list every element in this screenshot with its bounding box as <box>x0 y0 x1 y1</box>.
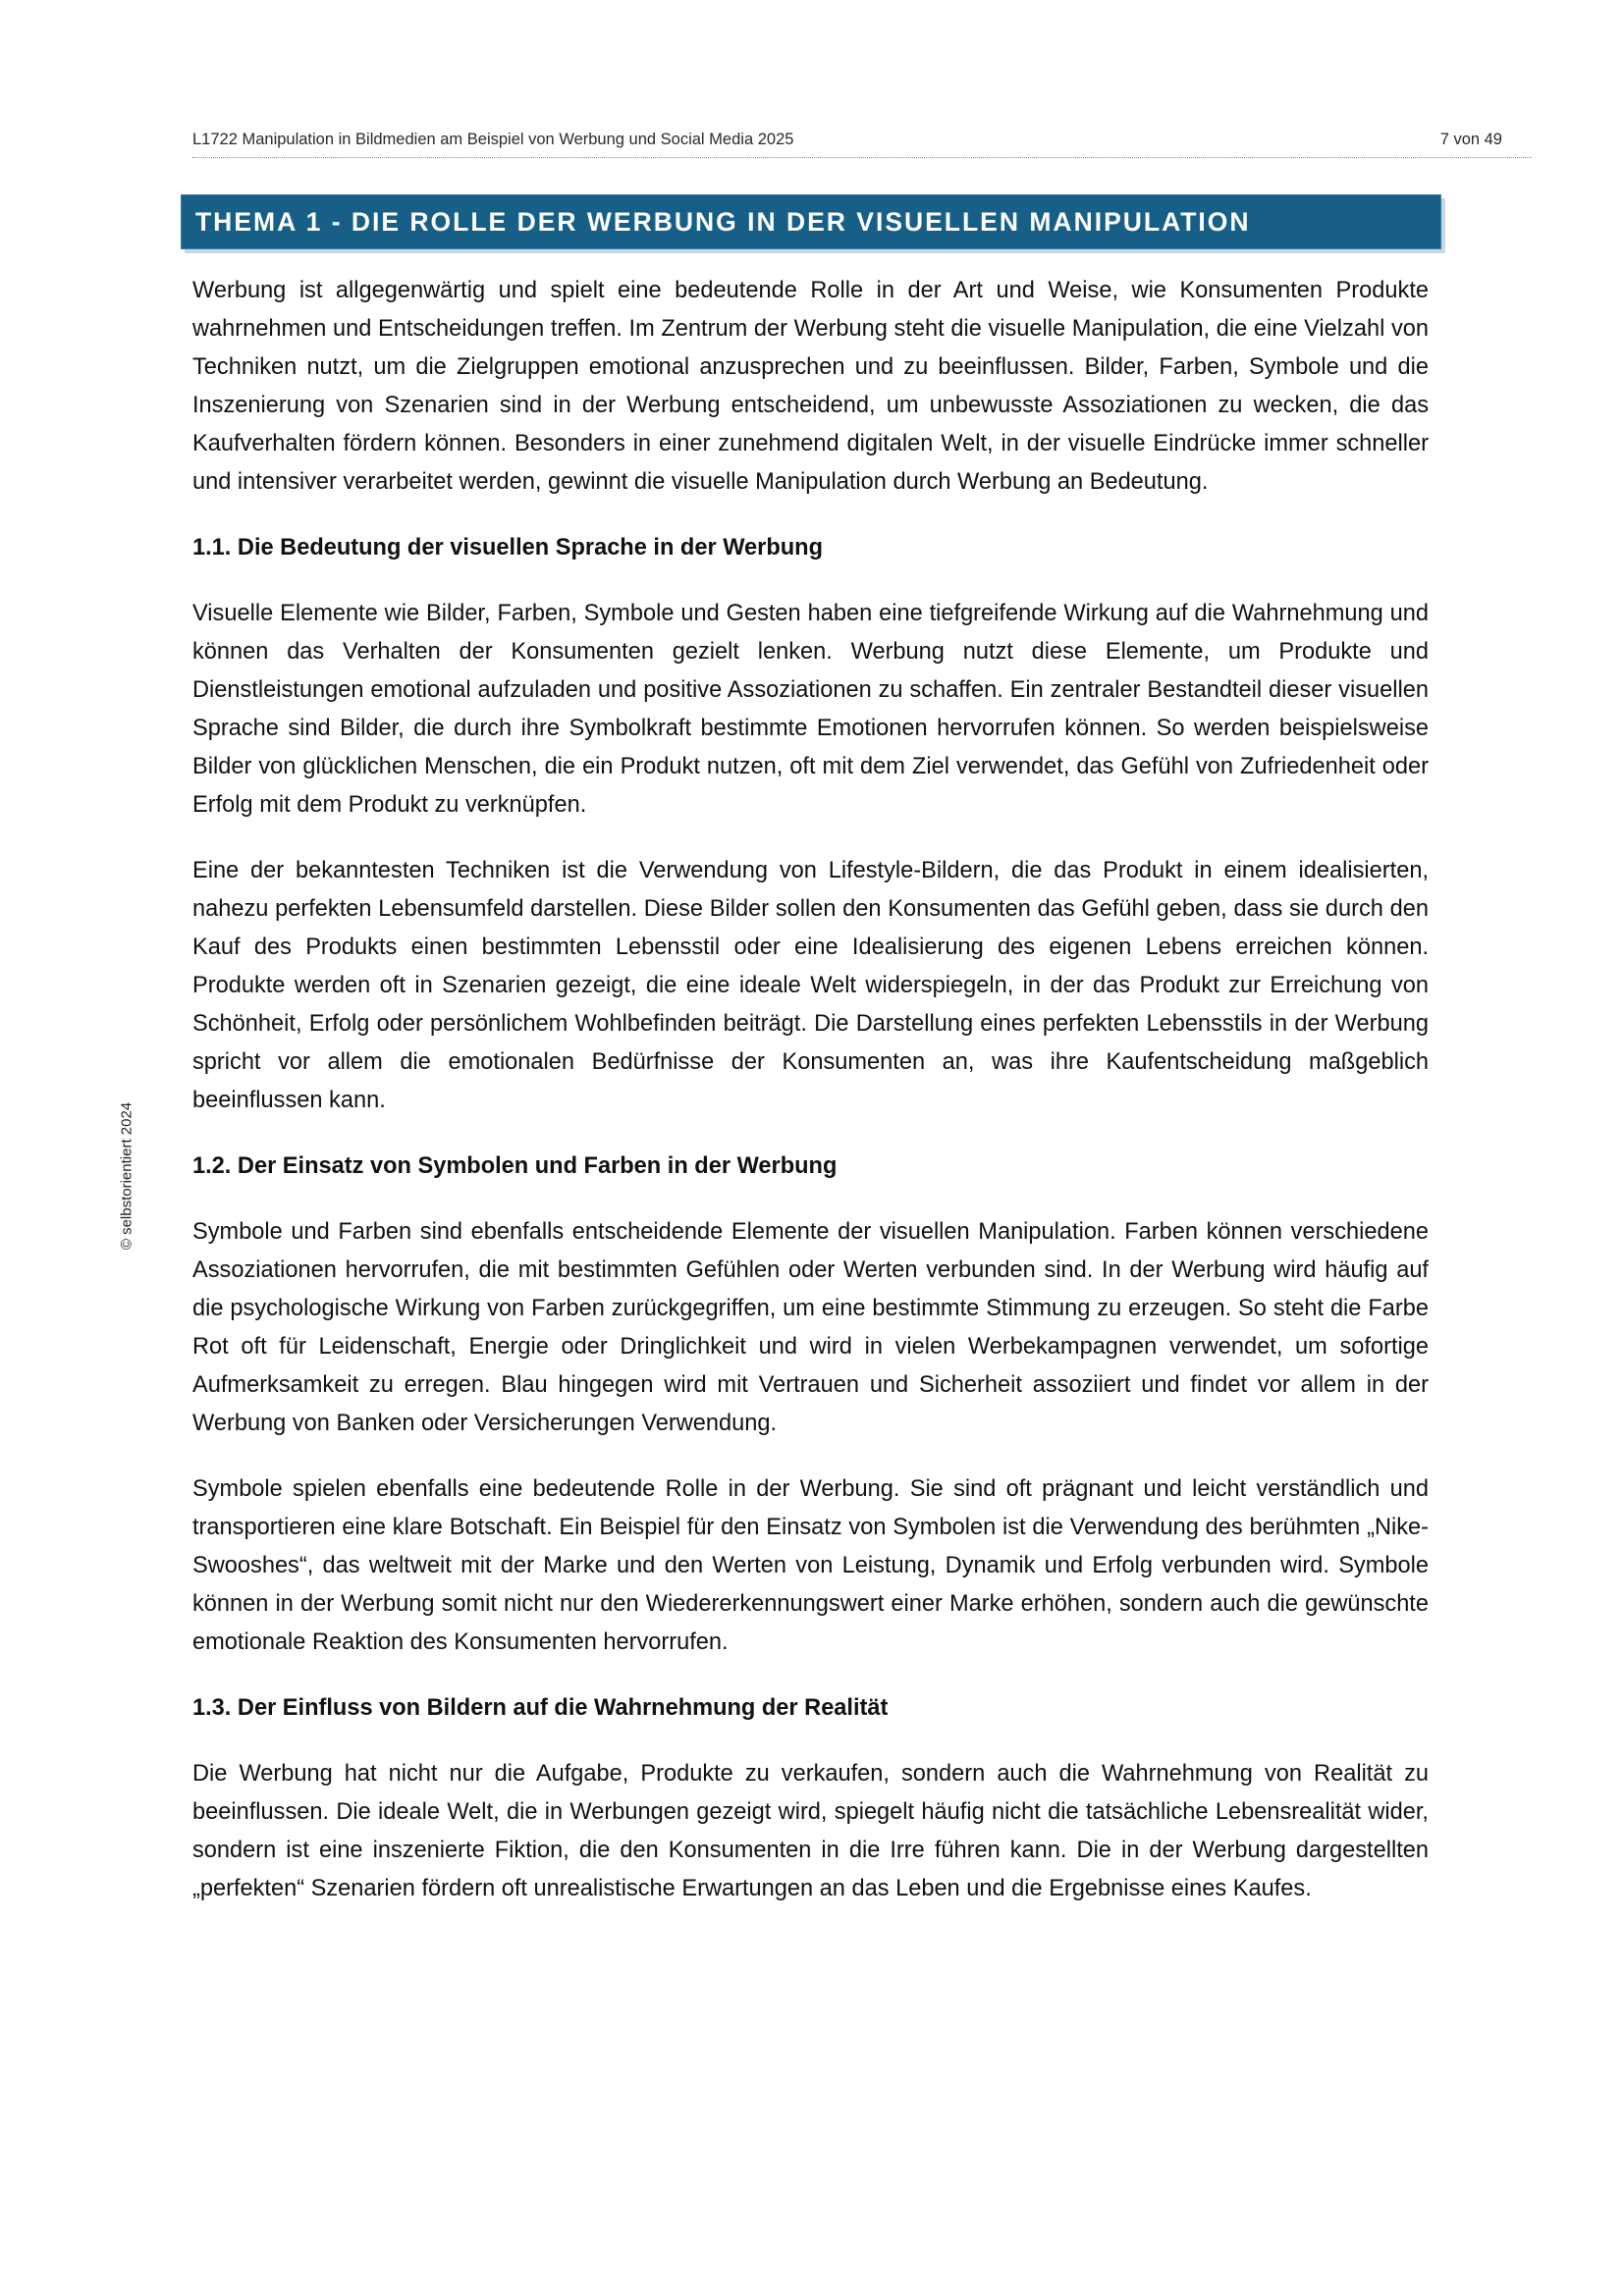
section-1-2-paragraph-2: Symbole spielen ebenfalls eine bedeutende Rolle in der Werbung. Sie sind oft prägnant und leicht verständlich und transportieren eine klare Botschaft. Ein Beispiel für den Einsatz von Symbolen ist die Verwendung des berühmten „Nike-Swooshes“, das weltweit mit der Marke und den Werten von Leistung, Dynamik und Erfolg verbunden wird. Symbole können in der Werbung somit nicht nur den Wiedererkennungswert einer Marke erhöhen, sondern auch die gewünschte emotionale Reaktion des Konsumenten hervorrufen. <box>192 1476 1429 1655</box>
section-1-3-paragraph-1: Die Werbung hat nicht nur die Aufgabe, Produkte zu verkaufen, sondern auch die Wahrnehmung von Realität zu beeinflussen. Die ideale Welt, die in Werbungen gezeigt wird, spiegelt häufig nicht die tatsächliche Lebensrealität wider, sondern ist eine inszenierte Fiktion, die den Konsumenten in die Irre führen kann. Die in der Werbung dargestellten „perfekten“ Szenarien fördern oft unrealistische Erwartungen an das Leben und die Ergebnisse eines Kaufes. <box>192 1761 1429 1901</box>
section-heading-1-3: 1.3. Der Einfluss von Bildern auf die Wahrnehmung der Realität <box>192 1695 889 1721</box>
theme-title-banner <box>181 194 1441 249</box>
section-heading-1-2: 1.2. Der Einsatz von Symbolen und Farben in der Werbung <box>192 1153 838 1179</box>
copyright-note: © selbstorientiert 2024 <box>118 1101 135 1251</box>
page-number: 7 von 49 <box>1439 131 1502 148</box>
intro-paragraph: Werbung ist allgegenwärtig und spielt eine bedeutende Rolle in der Art und Weise, wie Konsumenten Produkte wahrnehmen und Entscheidungen treffen. Im Zentrum der Werbung steht die visuelle Manipulation, die eine Vielzahl von Techniken nutzt, um die Zielgruppen emotional anzusprechen und zu beeinflussen. Bilder, Farben, Symbole und die Inszenierung von Szenarien sind in der Werbung entscheidend, um unbewusste Assoziationen zu wecken, die das Kaufverhalten fördern können. Besonders in einer zunehmend digitalen Welt, in der visuelle Eindrücke immer schneller und intensiver verarbeitet werden, gewinnt die visuelle Manipulation durch Werbung an Bedeutung. <box>192 278 1429 495</box>
theme-title: THEMA 1 - DIE ROLLE DER WERBUNG IN DER VISUELLEN MANIPULATION <box>195 206 1251 237</box>
page-header <box>192 124 1532 158</box>
section-1-1-paragraph-2: Eine der bekanntesten Techniken ist die Verwendung von Lifestyle-Bildern, die das Produkt in einem idealisierten, nahezu perfekten Lebensumfeld darstellen. Diese Bilder sollen den Konsumenten das Gefühl geben, dass sie durch den Kauf des Produkts einen bestimmten Lebensstil oder eine Idealisierung des eigenen Lebens erreichen können. Produkte werden oft in Szenarien gezeigt, die eine ideale Welt widerspiegeln, in der das Produkt zur Erreichung von Schönheit, Erfolg oder persönlichem Wohlbefinden beiträgt. Die Darstellung eines perfekten Lebensstils in der Werbung spricht vor allem die emotionalen Bedürfnisse der Konsumenten an, was ihre Kaufentscheidung maßgeblich beeinflussen kann. <box>192 858 1429 1113</box>
main-content <box>192 272 1429 1936</box>
section-1-1-paragraph-1: Visuelle Elemente wie Bilder, Farben, Symbole und Gesten haben eine tiefgreifende Wirkung auf die Wahrnehmung und können das Verhalten der Konsumenten gezielt lenken. Werbung nutzt diese Elemente, um Produkte und Dienstleistungen emotional aufzuladen und positive Assoziationen zu schaffen. Ein zentraler Bestandteil dieser visuellen Sprache sind Bilder, die durch ihre Symbolkraft bestimmte Emotionen hervorrufen können. So werden beispielsweise Bilder von glücklichen Menschen, die ein Produkt nutzen, oft mit dem Ziel verwendet, das Gefühl von Zufriedenheit oder Erfolg mit dem Produkt zu verknüpfen. <box>192 601 1429 818</box>
section-heading-1-1: 1.1. Die Bedeutung der visuellen Sprache in der Werbung <box>192 535 823 561</box>
section-1-2-paragraph-1: Symbole und Farben sind ebenfalls entscheidende Elemente der visuellen Manipulation. Farben können verschiedene Assoziationen hervorrufen, die mit bestimmten Gefühlen oder Werten verbunden sind. In der Werbung wird häufig auf die psychologische Wirkung von Farben zurückgegriffen, um eine bestimmte Stimmung zu erzeugen. So steht die Farbe Rot oft für Leidenschaft, Energie oder Dringlichkeit und wird in vielen Werbekampagnen verwendet, um sofortige Aufmerksamkeit zu erregen. Blau hingegen wird mit Vertrauen und Sicherheit assoziiert und findet vor allem in der Werbung von Banken oder Versicherungen Verwendung. <box>192 1219 1429 1436</box>
document-title: L1722 Manipulation in Bildmedien am Beispiel von Werbung und Social Media 2025 <box>192 131 794 148</box>
